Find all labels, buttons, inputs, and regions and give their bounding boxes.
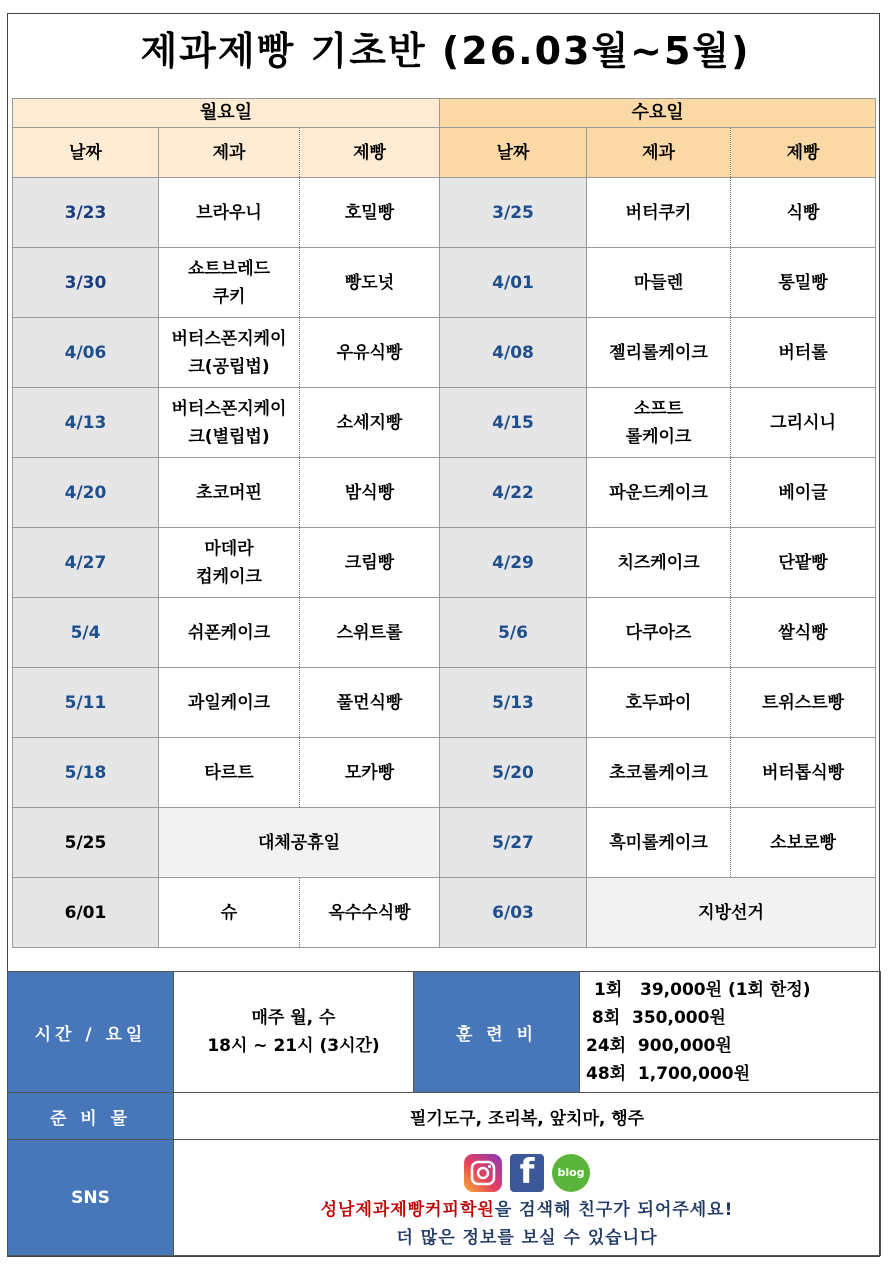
fee-label: 훈 련 비 (414, 972, 580, 1093)
mon-pastry: 버터스폰지케이 크(별립법) (159, 388, 300, 458)
schedule-row (13, 178, 876, 248)
wed-date-header: 날짜 (440, 128, 587, 178)
blog-icon-label: blog (557, 1166, 585, 1179)
mon-pastry: 타르트 (159, 738, 300, 808)
wed-date: 4/08 (440, 318, 587, 388)
wed-pastry: 마들렌 (587, 248, 731, 318)
sns-line-2: 더 많은 정보를 보실 수 있습니다 (396, 1227, 658, 1248)
mon-bread-header: 제빵 (300, 128, 440, 178)
wed-bread: 트위스트빵 (731, 668, 876, 738)
mon-date: 5/18 (13, 738, 159, 808)
sns-line-1-rest: 을 검색해 친구가 되어주세요! (494, 1199, 734, 1220)
sns-label: SNS (8, 1140, 174, 1256)
mon-bread: 우유식빵 (300, 318, 440, 388)
wed-pastry: 파운드케이크 (587, 458, 731, 528)
time-days: 매주 월, 수 (251, 1008, 336, 1028)
mon-bread: 빵도넛 (300, 248, 440, 318)
wed-bread: 통밀빵 (731, 248, 876, 318)
blog-icon[interactable] (552, 1154, 590, 1192)
supplies-label: 준 비 물 (8, 1093, 174, 1140)
sns-line-1 (174, 1196, 880, 1224)
time-hours: 18시 ~ 21시 (3시간) (207, 1036, 380, 1056)
mon-bread: 크림빵 (300, 528, 440, 598)
instagram-icon[interactable] (464, 1154, 502, 1192)
wed-date: 5/6 (440, 598, 587, 668)
sns-info (174, 1140, 881, 1256)
mon-date: 3/30 (13, 248, 159, 318)
time-label: 시간 / 요일 (8, 972, 174, 1093)
schedule-row (13, 458, 876, 528)
mon-date: 5/11 (13, 668, 159, 738)
wed-date: 4/22 (440, 458, 587, 528)
mon-date: 4/27 (13, 528, 159, 598)
fee-item: 8회 350,000원 (586, 1008, 726, 1028)
mon-bread: 소세지빵 (300, 388, 440, 458)
time-info (174, 972, 414, 1093)
mon-pastry-header: 제과 (159, 128, 300, 178)
wed-holiday: 지방선거 (587, 878, 876, 948)
mon-bread: 밤식빵 (300, 458, 440, 528)
wed-bread: 단팥빵 (731, 528, 876, 598)
wed-date: 4/15 (440, 388, 587, 458)
wed-pastry: 소프트 롤케이크 (587, 388, 731, 458)
wed-date: 4/29 (440, 528, 587, 598)
supplies-value: 필기도구, 조리복, 앞치마, 행주 (174, 1093, 881, 1140)
mon-bread: 스위트롤 (300, 598, 440, 668)
wed-pastry: 다쿠아즈 (587, 598, 731, 668)
mon-date: 4/06 (13, 318, 159, 388)
wed-pastry: 버터쿠키 (587, 178, 731, 248)
wed-bread: 그리시니 (731, 388, 876, 458)
mon-pastry: 브라우니 (159, 178, 300, 248)
wed-date: 3/25 (440, 178, 587, 248)
mon-date: 5/4 (13, 598, 159, 668)
wed-date: 5/20 (440, 738, 587, 808)
mon-pastry: 버터스폰지케이 크(공립법) (159, 318, 300, 388)
wed-date: 5/13 (440, 668, 587, 738)
wed-bread: 버터롤 (731, 318, 876, 388)
schedule-row (13, 248, 876, 318)
fee-item: 48회 1,700,000원 (586, 1064, 751, 1084)
wed-pastry: 초코롤케이크 (587, 738, 731, 808)
page-title: 제과제빵 기초반 (26.03월~5월) (140, 29, 751, 73)
mon-date-header: 날짜 (13, 128, 159, 178)
schedule-row (13, 388, 876, 458)
wed-date: 6/03 (440, 878, 587, 948)
info-table (7, 971, 881, 1256)
schedule-table (12, 98, 876, 948)
schedule-row (13, 318, 876, 388)
schedule-row (13, 738, 876, 808)
fee-item: 24회 900,000원 (586, 1036, 732, 1056)
wed-pastry: 흑미롤케이크 (587, 808, 731, 878)
academy-name: 성남제과제빵커피학원 (320, 1199, 495, 1220)
mon-bread: 풀먼식빵 (300, 668, 440, 738)
mon-bread: 옥수수식빵 (300, 878, 440, 948)
mon-bread: 모카빵 (300, 738, 440, 808)
wed-bread: 식빵 (731, 178, 876, 248)
wed-bread: 소보로빵 (731, 808, 876, 878)
mon-pastry: 쇼트브레드 쿠키 (159, 248, 300, 318)
wed-pastry-header: 제과 (587, 128, 731, 178)
wed-pastry: 치즈케이크 (587, 528, 731, 598)
schedule-row (13, 598, 876, 668)
mon-holiday: 대체공휴일 (159, 808, 440, 878)
wed-bread: 쌀식빵 (731, 598, 876, 668)
wed-bread: 베이글 (731, 458, 876, 528)
mon-date: 4/13 (13, 388, 159, 458)
facebook-icon[interactable] (510, 1151, 544, 1192)
fee-item: 1회 39,000원 (1회 한정) (594, 980, 811, 1000)
mon-pastry: 슈 (159, 878, 300, 948)
schedule-row (13, 668, 876, 738)
mon-date: 4/20 (13, 458, 159, 528)
wed-date: 5/27 (440, 808, 587, 878)
facebook-icon-glyph: f (519, 1151, 535, 1192)
mon-pastry: 마데라 컵케이크 (159, 528, 300, 598)
wed-date: 4/01 (440, 248, 587, 318)
wed-bread-header: 제빵 (731, 128, 876, 178)
mon-pastry: 초코머핀 (159, 458, 300, 528)
wed-bread: 버터톱식빵 (731, 738, 876, 808)
wed-pastry: 호두파이 (587, 668, 731, 738)
mon-date: 6/01 (13, 878, 159, 948)
mon-date: 3/23 (13, 178, 159, 248)
mon-pastry: 쉬폰케이크 (159, 598, 300, 668)
wednesday-header: 수요일 (440, 99, 876, 128)
schedule-row (13, 528, 876, 598)
mon-bread: 호밀빵 (300, 178, 440, 248)
mon-date: 5/25 (13, 808, 159, 878)
wed-pastry: 젤리롤케이크 (587, 318, 731, 388)
mon-pastry: 과일케이크 (159, 668, 300, 738)
fee-list (580, 972, 881, 1093)
monday-header: 월요일 (13, 99, 440, 128)
